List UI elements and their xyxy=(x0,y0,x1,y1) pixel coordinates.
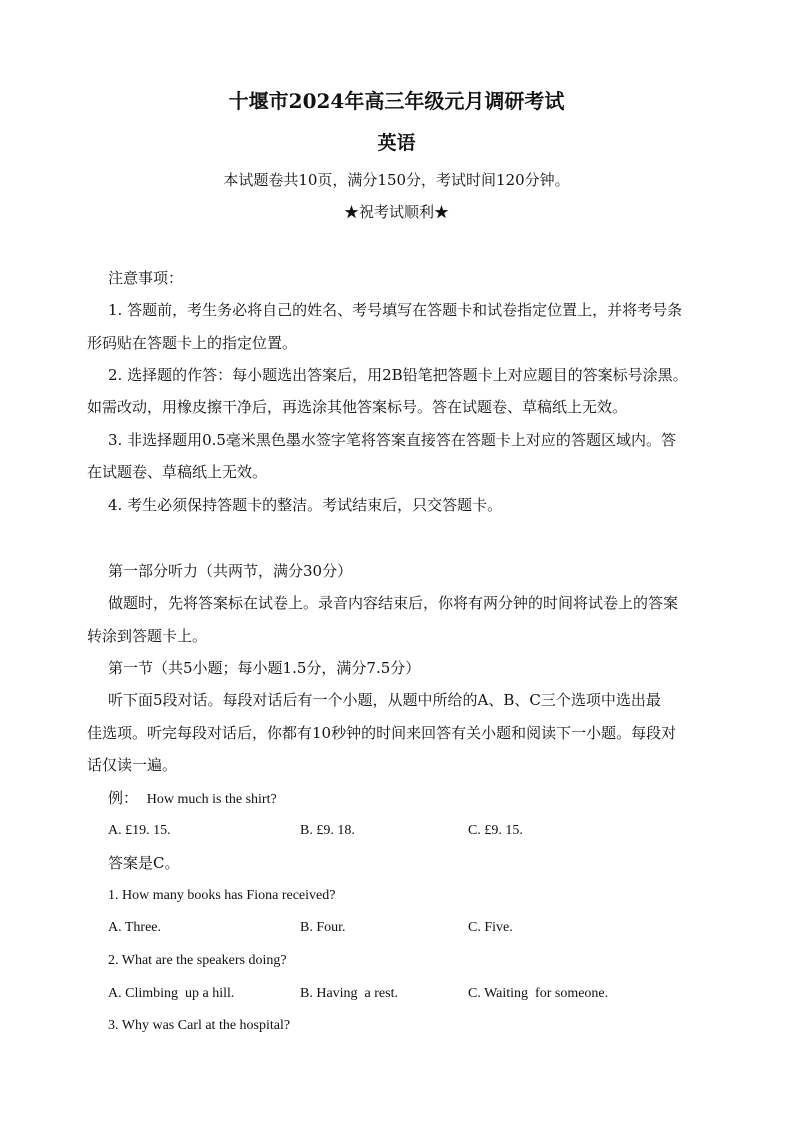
question-2: 2. What are the speakers doing? xyxy=(108,953,287,968)
question-2-option-c: C. Waiting for someone. xyxy=(468,986,609,1001)
subject-title: 英语 xyxy=(377,132,416,154)
section1-heading: 第一节（共5小题；每小题1.5分，满分7.5分） xyxy=(108,659,421,677)
exam-info: 本试题卷共10页，满分150分，考试时间120分钟。 xyxy=(223,171,570,189)
section1-intro-line-3: 话仅读一遍。 xyxy=(87,756,178,774)
example-option-a: A. £19. 15. xyxy=(108,823,171,838)
example-question: How much is the shirt? xyxy=(146,792,277,807)
example-answer: 答案是C。 xyxy=(108,854,180,872)
part1-intro-line-2: 转涂到答题卡上。 xyxy=(87,627,208,645)
part1-heading: 第一部分听力（共两节，满分30分） xyxy=(108,562,353,580)
question-1-option-b: B. Four. xyxy=(300,920,346,935)
note-1-line-1: 1. 答题前，考生务必将自己的姓名、考号填写在答题卡和试卷指定位置上，并将考号条 xyxy=(108,301,683,319)
question-3: 3. Why was Carl at the hospital? xyxy=(108,1018,291,1033)
question-2-option-b: B. Having a rest. xyxy=(300,986,398,1001)
part1-intro-line-1: 做题时，先将答案标在试卷上。录音内容结束后，你将有两分钟的时间将试卷上的答案 xyxy=(108,594,679,612)
note-3-line-1: 3. 非选择题用0.5毫米黑色墨水签字笔将答案直接答在答题卡上对应的答题区域内。答 xyxy=(108,431,676,449)
question-1: 1. How many books has Fiona received? xyxy=(108,888,336,903)
example-option-c: C. £9. 15. xyxy=(468,823,523,838)
notes-heading: 注意事项： xyxy=(108,269,184,287)
question-1-option-a: A. Three. xyxy=(108,920,161,935)
note-1-line-2: 形码贴在答题卡上的指定位置。 xyxy=(87,334,298,352)
good-luck-wish: ★祝考试顺利★ xyxy=(343,203,449,221)
note-2-line-2: 如需改动，用橡皮擦干净后，再选涂其他答案标号。答在试题卷、草稿纸上无效。 xyxy=(87,398,628,416)
example-option-b: B. £9. 18. xyxy=(300,823,355,838)
note-2-line-1: 2. 选择题的作答：每小题选出答案后，用2B铅笔把答题卡上对应题目的答案标号涂黑。 xyxy=(108,366,688,384)
exam-title: 十堰市2024年高三年级元月调研考试 xyxy=(228,89,565,113)
section1-intro-line-1: 听下面5段对话。每段对话后有一个小题，从题中所给的A、B、C三个选项中选出最 xyxy=(108,691,661,709)
section1-intro-line-2: 佳选项。听完每段对话后，你都有10秒钟的时间来回答有关小题和阅读下一小题。每段对 xyxy=(87,724,677,742)
example-label: 例： xyxy=(108,789,139,807)
note-4: 4. 考生必须保持答题卡的整洁。考试结束后，只交答题卡。 xyxy=(108,496,503,514)
question-1-option-c: C. Five. xyxy=(468,920,513,935)
note-3-line-2: 在试题卷、草稿纸上无效。 xyxy=(87,463,268,481)
example-row xyxy=(108,788,277,810)
question-2-option-a: A. Climbing up a hill. xyxy=(108,986,235,1001)
